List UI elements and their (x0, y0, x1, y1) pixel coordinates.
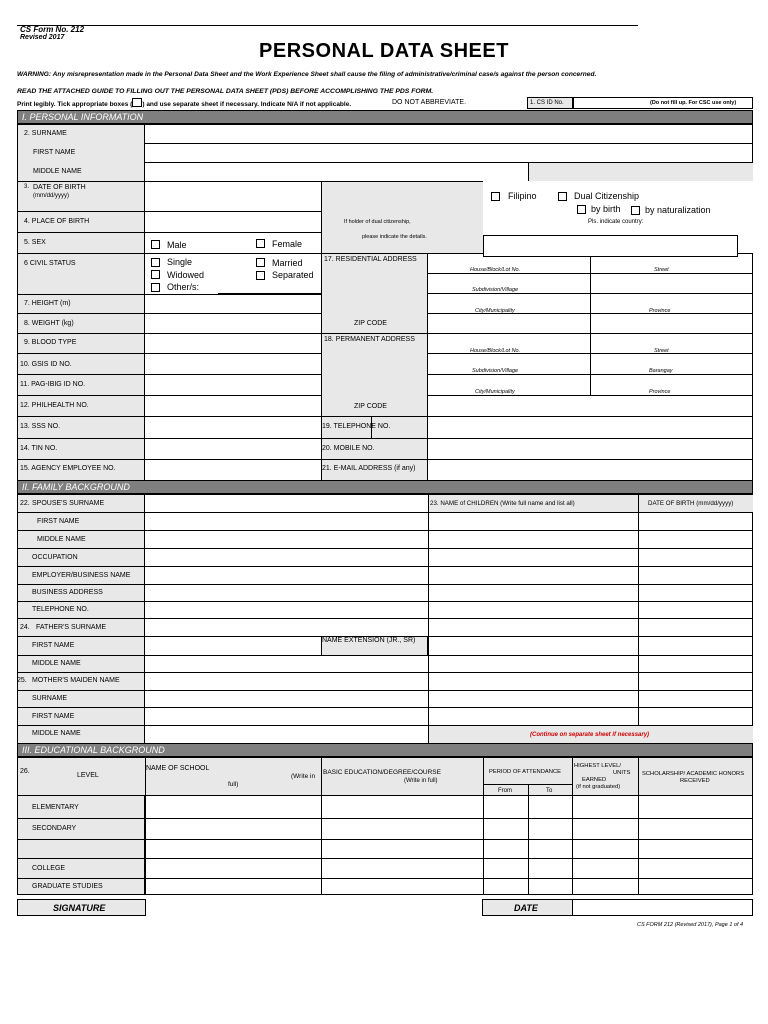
label-mobile: 20. MOBILE NO. (322, 445, 375, 452)
label-employer: EMPLOYER/BUSINESS NAME (32, 572, 131, 579)
label-pagibig: 11. PAG-IBIG ID NO. (20, 381, 86, 388)
label-dob-num: 3. (24, 184, 30, 190)
label-others: Other/s: (167, 282, 200, 292)
edu-course-header: BASIC EDUCATION/DEGREE/COURSE (323, 769, 441, 776)
label-weight: 8. WEIGHT (kg) (24, 320, 74, 327)
label-father-middle-name: MIDDLE NAME (32, 660, 81, 667)
edu-course-write-in: (Write in full) (404, 778, 438, 784)
checkbox-by-naturalization[interactable] (631, 206, 640, 215)
label-father-first-name: FIRST NAME (32, 642, 75, 649)
do-not-abbreviate: DO NOT ABBREVIATE. (392, 99, 467, 106)
label-sss: 13. SSS NO. (20, 423, 61, 430)
label-pls-indicate-country: Pls. indicate country: (588, 219, 644, 225)
section-personal-information: I. PERSONAL INFORMATION (17, 110, 753, 124)
edu-school-full: full) (228, 781, 239, 788)
label-male: Male (167, 240, 187, 250)
label-spouse-first-name: FIRST NAME (37, 518, 80, 525)
checkbox-married[interactable] (256, 258, 265, 267)
label-blood-type: 9. BLOOD TYPE (24, 339, 77, 346)
res-subdivision: Subdivision/Village (472, 287, 519, 293)
edu-scholarship-b: RECEIVED (680, 778, 710, 784)
label-children: 23. NAME of CHILDREN (Write full name and list all) (430, 500, 575, 507)
label-mother-num: 25. (17, 677, 27, 684)
label-residential-zipcode: ZIP CODE (354, 320, 387, 327)
edu-level-elementary: ELEMENTARY (32, 804, 79, 811)
perm-house: House/Block/Lot No. (470, 348, 521, 354)
label-dob-format: (mm/dd/yyyy) (33, 193, 69, 199)
checkbox-dual-citizenship[interactable] (558, 192, 567, 201)
edu-scholarship-a: SCHOLARSHIP/ ACADEMIC HONORS (642, 771, 745, 777)
edu-level-graduate: GRADUATE STUDIES (32, 883, 103, 890)
label-permanent-zipcode: ZIP CODE (354, 403, 387, 410)
label-height: 7. HEIGHT (m) (24, 300, 71, 307)
label-father-num: 24. (20, 624, 30, 631)
label-spouse-surname: SPOUSE'S SURNAME (32, 500, 105, 507)
label-filipino: Filipino (508, 191, 537, 201)
cs-id-label: 1. CS ID No. (530, 100, 564, 106)
checkbox-separated[interactable] (256, 271, 265, 280)
checkbox-filipino[interactable] (491, 192, 500, 201)
label-dob: DATE OF BIRTH (33, 184, 86, 191)
label-first-name: FIRST NAME (33, 149, 76, 156)
label-mother-middle-name: MIDDLE NAME (32, 730, 81, 737)
perm-city: City/Municipality (475, 389, 515, 395)
label-by-naturalization: by naturalization (645, 205, 711, 215)
edu-highest-d: (if not graduated) (576, 784, 621, 790)
edu-level-header: LEVEL (77, 772, 99, 779)
checkbox-widowed[interactable] (151, 270, 160, 279)
edu-level-secondary: SECONDARY (32, 825, 77, 832)
label-email: 21. E-MAIL ADDRESS (if any) (322, 465, 416, 472)
country-field[interactable] (483, 235, 738, 257)
perm-province: Province (649, 389, 671, 395)
checkbox-others[interactable] (151, 283, 160, 292)
label-spouse-num: 22. (20, 500, 30, 507)
label-gsis: 10. GSIS ID NO. (20, 361, 72, 368)
label-children-dob: DATE OF BIRTH (mm/dd/yyyy) (648, 500, 734, 507)
perm-street: Street (654, 348, 669, 354)
label-business-address: BUSINESS ADDRESS (32, 589, 103, 596)
label-widowed: Widowed (167, 270, 205, 280)
perm-barangay: Barangay (649, 368, 673, 374)
csc-use-only: (Do not fill up. For CSC use only) (650, 100, 737, 106)
label-by-birth: by birth (591, 204, 621, 214)
label-occupation: OCCUPATION (32, 554, 78, 561)
label-spouse-telephone: TELEPHONE NO. (32, 606, 89, 613)
perm-subdivision: Subdivision/Village (472, 368, 519, 374)
edu-school-header: NAME OF SCHOOL (146, 765, 210, 772)
res-house: House/Block/Lot No. (470, 267, 521, 273)
edu-period-header: PERIOD OF ATTENDANCE (489, 769, 562, 775)
form-number: CS Form No. 212 (20, 25, 85, 34)
edu-level-college: COLLEGE (32, 865, 66, 872)
label-single: Single (167, 257, 193, 267)
citizenship-label-box (321, 181, 483, 253)
continue-note: (Continue on separate sheet if necessary) (530, 732, 650, 738)
label-permanent-address: 18. PERMANENT ADDRESS (324, 336, 415, 343)
label-female: Female (272, 239, 303, 249)
label-mother-maiden-name: MOTHER'S MAIDEN NAME (32, 677, 120, 684)
label-pob: 4. PLACE OF BIRTH (24, 218, 90, 225)
label-residential-address: 17. RESIDENTIAL ADDRESS (324, 256, 417, 263)
name-extension-box (528, 163, 753, 181)
label-surname: 2. SURNAME (24, 130, 67, 137)
label-spouse-middle-name: MIDDLE NAME (37, 536, 86, 543)
edu-highest-b: UNITS (613, 770, 631, 776)
edu-to-header: To (546, 788, 553, 794)
form-revision: Revised 2017 (20, 34, 65, 41)
checkbox-by-birth[interactable] (577, 205, 586, 214)
label-middle-name: MIDDLE NAME (33, 168, 82, 175)
label-name-extension: NAME EXTENSION (JR., SR) (322, 637, 416, 644)
label-tin: 14. TIN NO. (20, 445, 58, 452)
section-family-background: II. FAMILY BACKGROUND (17, 480, 753, 494)
edu-highest-c: EARNED (582, 777, 607, 783)
instructions-text: Print legibly. Tick appropriate boxes ( ) and use separate sheet if necessary. Indicate N/A if not applicable. (17, 98, 351, 109)
label-father-surname: FATHER'S SURNAME (36, 624, 107, 631)
label-dual-citizenship: Dual Citizenship (574, 191, 640, 201)
label-civil-status: 6 CIVIL STATUS (24, 260, 76, 267)
edu-school-write-in: (Write in (291, 773, 316, 780)
label-philhealth: 12. PHILHEALTH NO. (20, 402, 89, 409)
signature-field[interactable] (145, 899, 483, 916)
res-province: Province (649, 308, 671, 314)
tick-box-icon (132, 98, 142, 107)
res-city: City/Municipality (475, 308, 515, 314)
label-married: Married (272, 258, 303, 268)
warning-text: WARNING: Any misrepresentation made in the Personal Data Sheet and the Work Experience Sheet shall cause the filing of administrative/criminal case/s against the person concerned. (17, 71, 597, 78)
label-sex: 5. SEX (24, 239, 46, 246)
label-mother-first-name: FIRST NAME (32, 713, 75, 720)
dual-citizenship-note-a: If holder of dual citizenship, (344, 219, 411, 225)
section-educational-background: III. EDUCATIONAL BACKGROUND (17, 743, 753, 757)
checkbox-male[interactable] (151, 240, 160, 249)
label-signature: SIGNATURE (53, 903, 106, 913)
edu-highest-a: HIGHEST LEVEL/ (574, 763, 621, 769)
label-agency-employee-no: 15. AGENCY EMPLOYEE NO. (20, 465, 116, 472)
checkbox-single[interactable] (151, 258, 160, 267)
label-mother-surname: SURNAME (32, 695, 68, 702)
date-field[interactable] (572, 899, 753, 916)
edu-from-header: From (498, 788, 512, 794)
label-separated: Separated (272, 270, 314, 280)
label-date: DATE (514, 903, 538, 913)
dual-citizenship-note-b: please indicate the details. (362, 234, 427, 240)
label-telephone: 19. TELEPHONE NO. (322, 423, 391, 430)
read-guide-text: READ THE ATTACHED GUIDE TO FILLING OUT THE PERSONAL DATA SHEET (PDS) BEFORE ACCOMPLISHING THE PDS FORM. (17, 88, 434, 95)
edu-num: 26. (20, 768, 30, 775)
checkbox-female[interactable] (256, 239, 265, 248)
page-title: PERSONAL DATA SHEET (259, 40, 509, 62)
res-street: Street (654, 267, 669, 273)
page-footer: CS FORM 212 (Revised 2017), Page 1 of 4 (637, 922, 744, 928)
